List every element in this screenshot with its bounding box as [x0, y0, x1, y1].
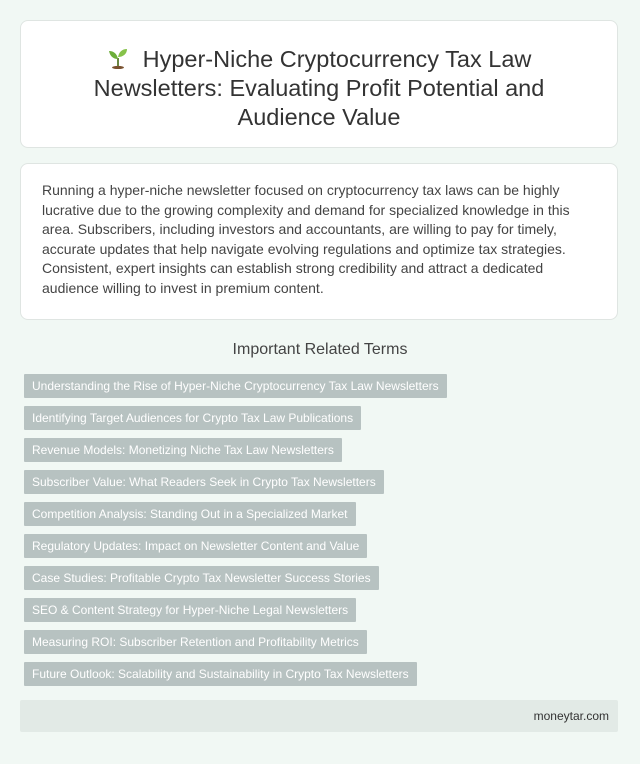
- footer: [20, 700, 618, 732]
- related-term[interactable]: Case Studies: Profitable Crypto Tax Newsletter Success Stories: [24, 566, 379, 590]
- title-card: [20, 20, 618, 148]
- related-term[interactable]: Identifying Target Audiences for Crypto Tax Law Publications: [24, 406, 361, 430]
- related-term[interactable]: Regulatory Updates: Impact on Newsletter Content and Value: [24, 534, 367, 558]
- related-term[interactable]: Subscriber Value: What Readers Seek in Crypto Tax Newsletters: [24, 470, 384, 494]
- intro-paragraph: Running a hyper-niche newsletter focused on cryptocurrency tax laws can be highly lucrative due to the growing complexity and demand for specialized knowledge in this area. Subscribers, including investors and accountants, are willing to pay for timely, accurate updates that help navigate evolving regulations and optimize tax strategies. Consistent, expert insights can establish strong credibility and attract a dedicated audience willing to invest in premium content.: [42, 182, 570, 296]
- page-title-text: Hyper-Niche Cryptocurrency Tax Law Newsletters: Evaluating Profit Potential and Audience Value: [93, 46, 545, 130]
- related-term[interactable]: Competition Analysis: Standing Out in a Specialized Market: [24, 502, 356, 526]
- related-term[interactable]: Understanding the Rise of Hyper-Niche Cryptocurrency Tax Law Newsletters: [24, 374, 447, 398]
- related-term[interactable]: Measuring ROI: Subscriber Retention and Profitability Metrics: [24, 630, 367, 654]
- intro-card: [20, 163, 618, 320]
- sprout-icon: [107, 47, 129, 69]
- related-terms-list: [24, 374, 447, 694]
- footer-site-name[interactable]: moneytar.com: [533, 709, 609, 723]
- related-term[interactable]: Revenue Models: Monetizing Niche Tax Law Newsletters: [24, 438, 342, 462]
- related-term[interactable]: Future Outlook: Scalability and Sustainability in Crypto Tax Newsletters: [24, 662, 417, 686]
- page-title: [21, 45, 617, 132]
- related-terms-heading: Important Related Terms: [232, 341, 408, 358]
- related-term[interactable]: SEO & Content Strategy for Hyper-Niche Legal Newsletters: [24, 598, 356, 622]
